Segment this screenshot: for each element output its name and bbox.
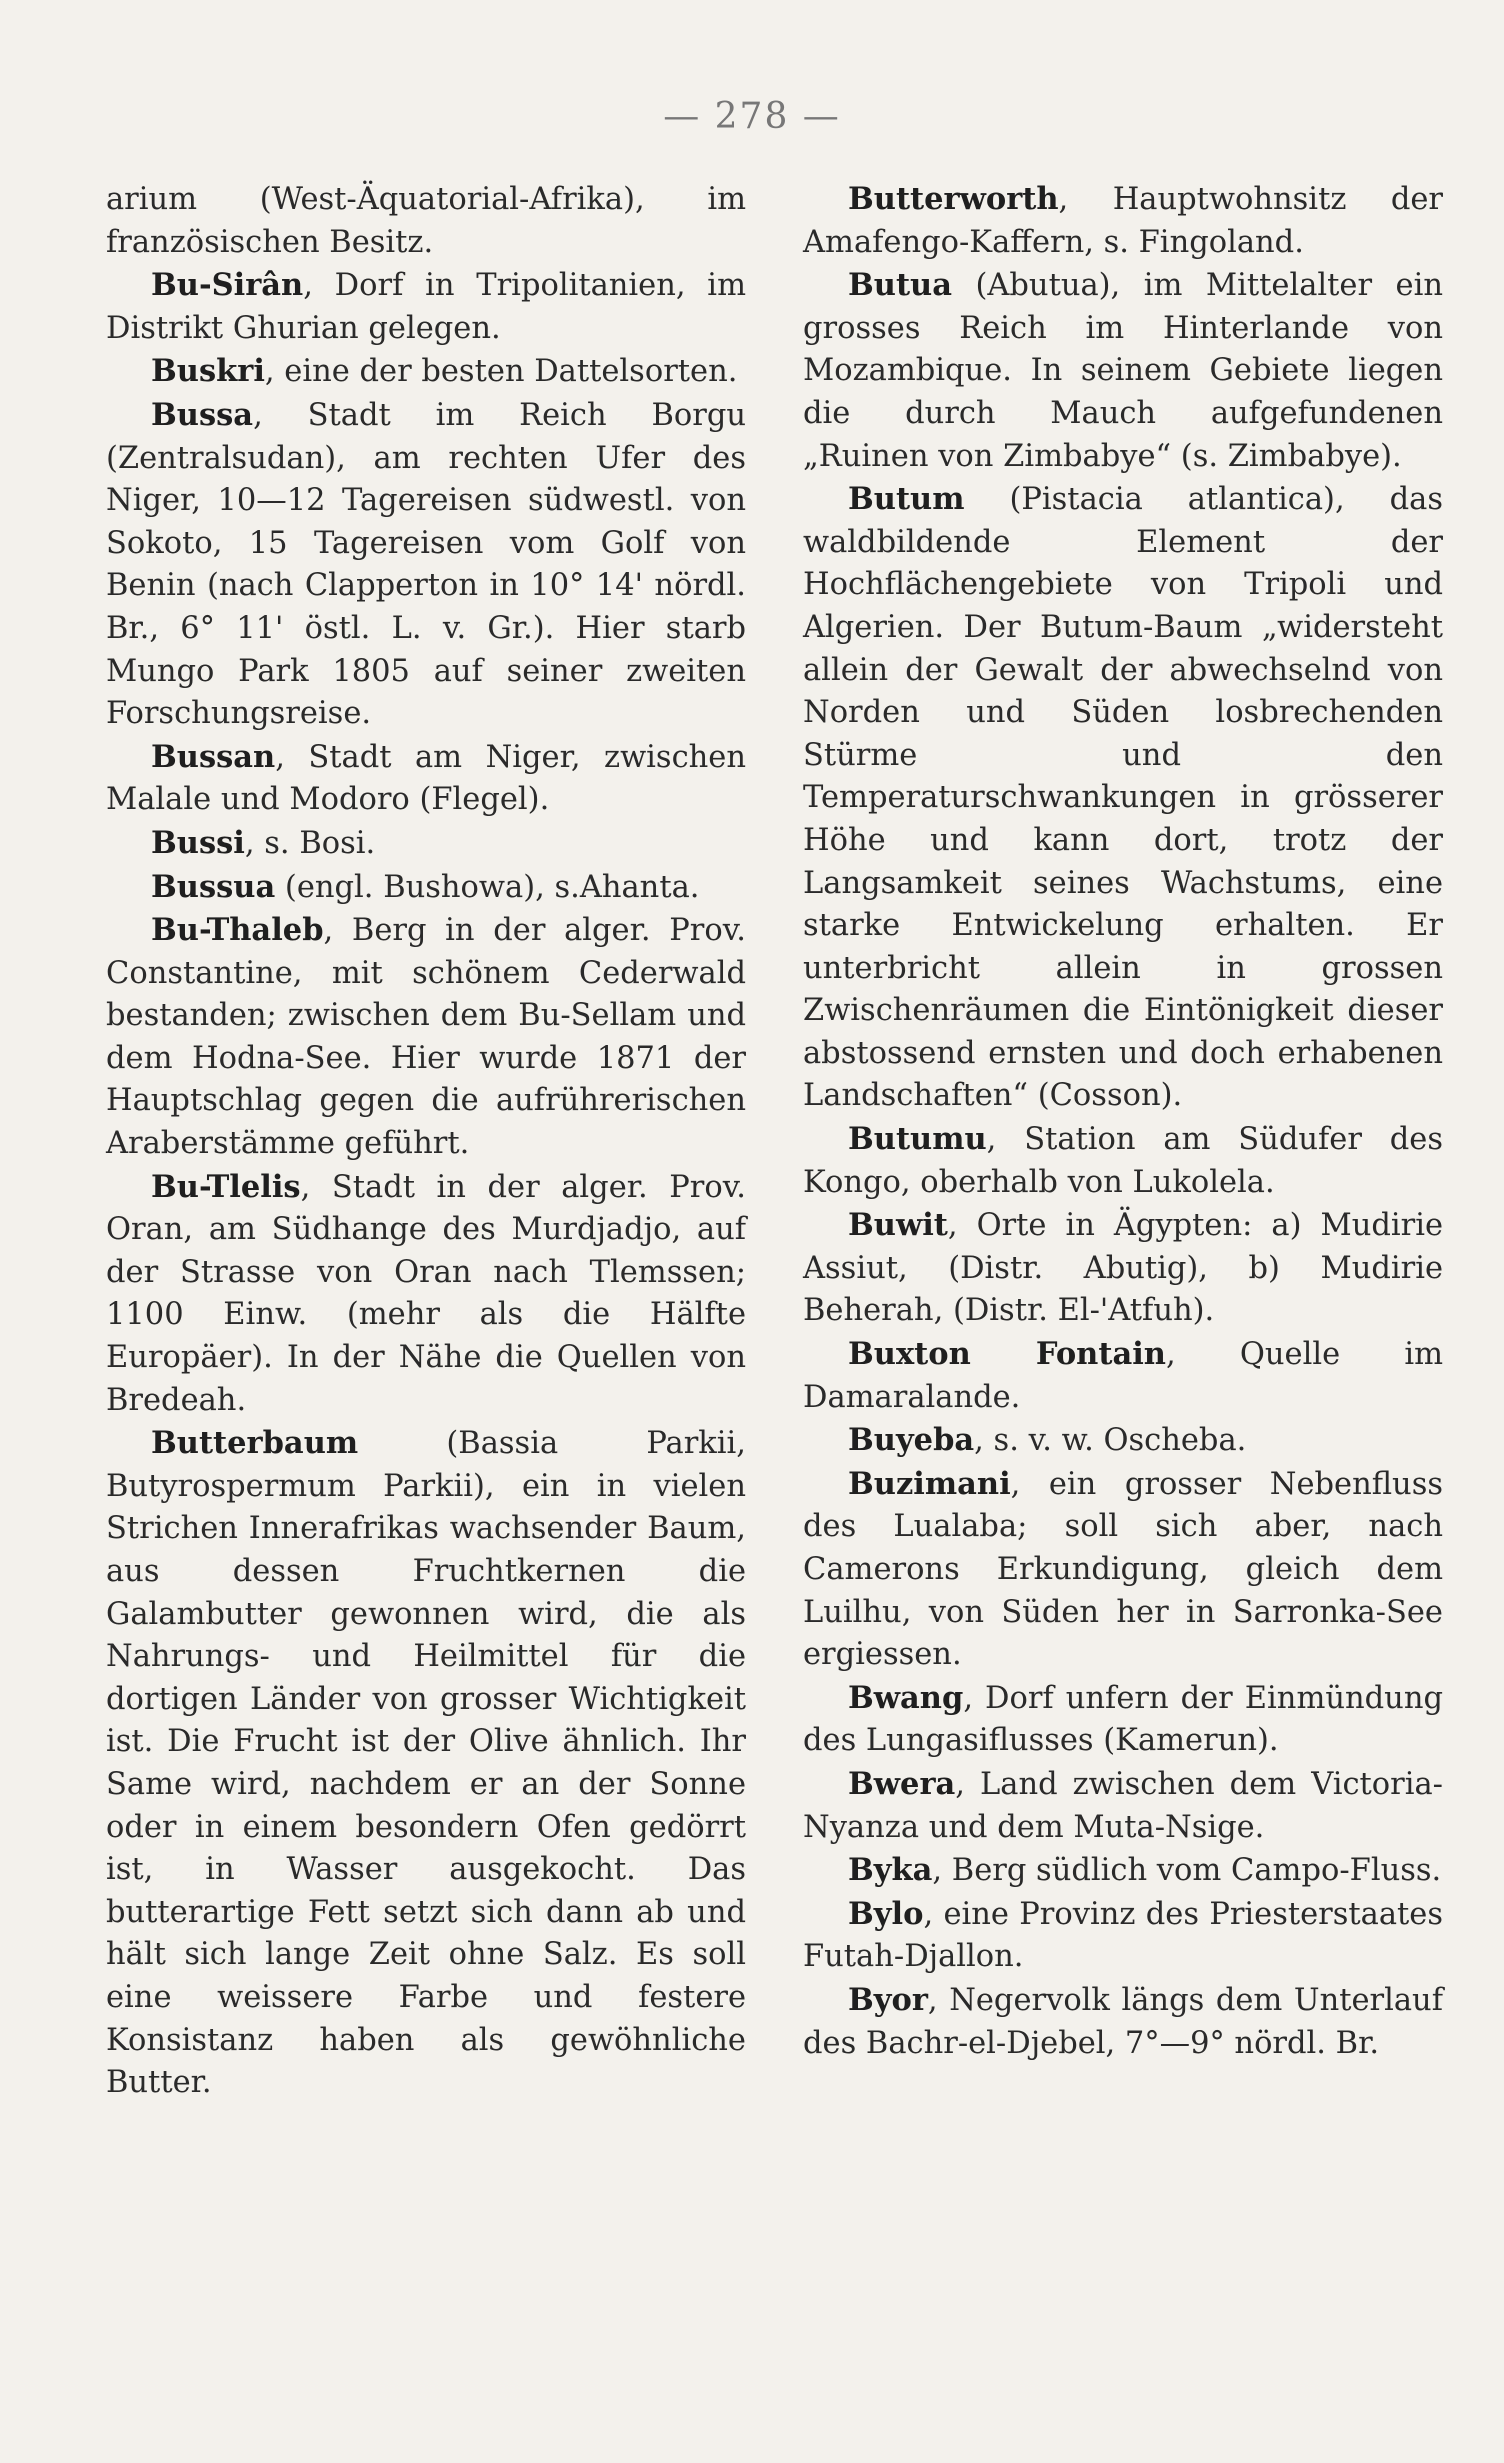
entry xyxy=(106,736,746,822)
entry xyxy=(803,1118,1443,1204)
entry-term: Bu-Tlelis xyxy=(151,1168,301,1205)
entry-text: (Pistacia atlantica), das waldbildende Element der Hochflächengebiete von Tripoli und Algerien. Der Butum-Baum „widersteht allein der Gewalt der abwechselnd von Norden und Süden losbrechenden Stürme und den Temperaturschwankungen in grösserer Höhe und kann dort, trotz der Langsamkeit seines Wachstums, eine starke Entwickelung erhalten. Er unterbricht allein in grossen Zwischenräumen die Eintönigkeit dieser abstossend ernsten und doch erhabenen Landschaften“ (Cosson). xyxy=(803,482,1443,1114)
entry-term: Bwang xyxy=(848,1679,964,1716)
entry xyxy=(803,178,1443,264)
entry xyxy=(803,478,1443,1118)
entry-text: , Station am Südufer des Kongo, oberhalb von Lukolela. xyxy=(803,1122,1443,1200)
entry-text: , Land zwischen dem Victoria-Nyanza und dem Muta-Nsige. xyxy=(803,1766,1443,1845)
entry-term: Bwera xyxy=(848,1765,956,1802)
entry-text: , Dorf in Tripolitanien, im Distrikt Ghurian gelegen. xyxy=(106,268,746,346)
entry-term: Butum xyxy=(848,481,965,518)
entry-term: Bu-Thaleb xyxy=(151,912,324,949)
entry-term: Butua xyxy=(848,267,952,304)
entry xyxy=(803,1849,1443,1893)
entry-text: , Berg in der alger. Prov. Constantine, mit schönem Cederwald bestanden; zwischen dem Bu-Sellam und dem Hodna-See. Hier wurde 1871 der Hauptschlag gegen die aufrührerischen Araberstämme geführt. xyxy=(106,913,746,1162)
entry-text: , Stadt in der alger. Prov. Oran, am Südhange des Murdjadjo, auf der Strasse von Oran nach Tlemssen; 1100 Einw. (mehr als die Hälfte Europäer). In der Nähe die Quellen von Bredeah. xyxy=(106,1169,746,1418)
entry-term: Bussua xyxy=(151,868,276,905)
entry xyxy=(106,350,746,394)
entry xyxy=(106,264,746,350)
entry-term: Bussa xyxy=(151,396,254,433)
entry-term: Butterworth xyxy=(848,181,1059,217)
entry-term: Bussi xyxy=(151,824,245,861)
entry-text: , Quelle im Damaralande. xyxy=(803,1337,1443,1415)
entry-term: Bussan xyxy=(151,738,276,775)
entry xyxy=(803,264,1443,478)
entry-text: arium (West-Äquatorial-Afrika), im französischen Besitz. xyxy=(106,182,746,260)
entry-text: , ein grosser Nebenfluss des Lualaba; soll sich aber, nach Camerons Erkundigung, gleich dem Luilhu, von Süden her in Sarronka-See ergiessen. xyxy=(803,1466,1443,1673)
entry xyxy=(803,1204,1443,1333)
entry-text: , s. Bosi. xyxy=(244,825,376,861)
entry xyxy=(106,178,746,264)
entry xyxy=(106,822,746,866)
entry-term: Byor xyxy=(848,1981,928,2018)
entry-term: Byka xyxy=(848,1852,933,1889)
entry-term: Butterbaum xyxy=(151,1425,359,1462)
entry-text: (engl. Bushowa), s.Ahanta. xyxy=(275,869,700,905)
entry-term: Buxton Fontain xyxy=(848,1336,1166,1373)
entry-text: , Orte in Ägypten: a) Mudirie Assiut, (Distr. Abutig), b) Mudirie Beherah, (Distr. El-'Atfuh). xyxy=(803,1208,1443,1329)
page-number: — 278 — xyxy=(663,96,841,137)
entry-text: , eine der besten Dattelsorten. xyxy=(264,354,738,390)
entry-term: Buskri xyxy=(151,353,265,390)
entry xyxy=(106,866,746,910)
entry xyxy=(803,1419,1443,1463)
left-column xyxy=(106,178,746,2105)
entry xyxy=(803,1893,1443,1979)
entry xyxy=(106,394,746,736)
entry-term: Buyeba xyxy=(848,1422,975,1459)
entry-text: , Hauptwohnsitz der Amafengo-Kaffern, s. Fingoland. xyxy=(803,182,1443,260)
entry xyxy=(106,909,746,1166)
entry-term: Bu-Sirân xyxy=(151,267,304,304)
entry-text: , Stadt am Niger, zwischen Malale und Modoro (Flegel). xyxy=(106,739,746,818)
entry-term: Buzimani xyxy=(848,1465,1011,1502)
entry xyxy=(803,1677,1443,1763)
entry-text: , eine Provinz des Priesterstaates Futah-Djallon. xyxy=(803,1896,1443,1975)
entry-text: , s. v. w. Oscheba. xyxy=(974,1423,1247,1459)
entry-text: , Stadt im Reich Borgu (Zentralsudan), am rechten Ufer des Niger, 10—12 Tagereisen südwestl. von Sokoto, 15 Tagereisen vom Golf von Benin (nach Clapperton in 10° 14' nördl. Br., 6° 11' östl. L. v. Gr.). Hier starb Mungo Park 1805 auf seiner zweiten Forschungsreise. xyxy=(106,397,746,732)
entry xyxy=(803,1333,1443,1419)
entry xyxy=(106,1166,746,1423)
entry-text: , Berg südlich vom Campo-Fluss. xyxy=(932,1853,1442,1889)
entry-text: (Bassia Parkii, Butyrospermum Parkii), ein in vielen Strichen Innerafrikas wachsender Baum, aus dessen Fruchtkernen die Galambutter gewonnen wird, die als Nahrungs- und Heilmittel für die dortigen Länder von grosser Wichtigkeit ist. Die Frucht ist der Olive ähnlich. Ihr Same wird, nachdem er an der Sonne oder in einem besondern Ofen gedörrt ist, in Wasser ausgekocht. Das butterartige Fett setzt sich dann ab und hält sich lange Zeit ohne Salz. Es soll eine weissere Farbe und festere Konsistanz haben als gewöhnliche Butter. xyxy=(106,1426,746,2101)
entry xyxy=(803,1763,1443,1849)
entry-term: Bylo xyxy=(848,1895,924,1932)
entry-text: , Negervolk längs dem Unterlauf des Bachr-el-Djebel, 7°—9° nördl. Br. xyxy=(803,1982,1443,2061)
entry-text: (Abutua), im Mittelalter ein grosses Reich im Hinterlande von Mozambique. In seinem Gebiete liegen die durch Mauch aufgefundenen „Ruinen von Zimbabye“ (s. Zimbabye). xyxy=(803,268,1443,474)
entry-text: , Dorf unfern der Einmündung des Lungasiflusses (Kamerun). xyxy=(803,1680,1443,1759)
entry xyxy=(803,1463,1443,1677)
entry-term: Buwit xyxy=(848,1207,948,1244)
entry-term: Butumu xyxy=(848,1121,987,1158)
entry xyxy=(106,1422,746,2105)
right-column xyxy=(803,178,1443,2065)
entry xyxy=(803,1979,1443,2065)
